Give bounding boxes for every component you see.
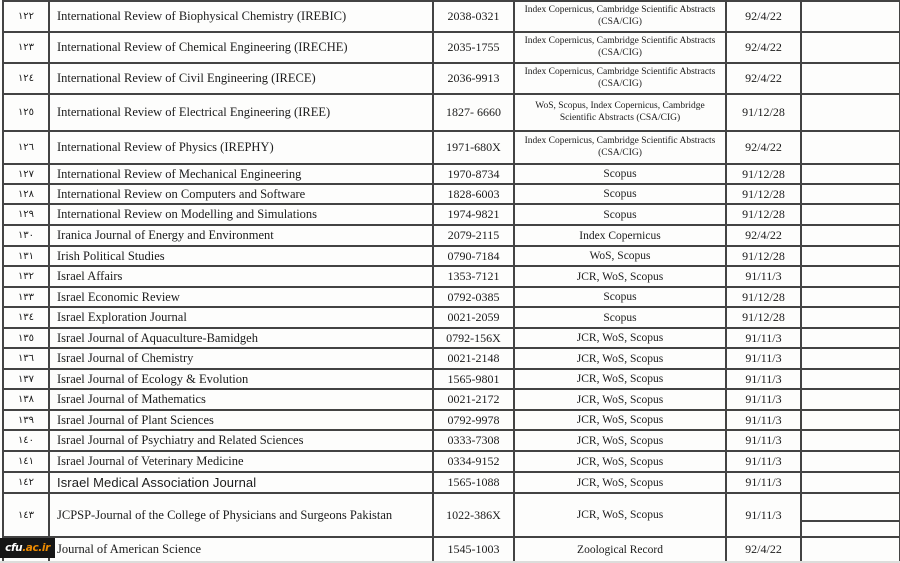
date-cell: 91/11/3 bbox=[726, 389, 801, 410]
issn-cell: 0021-2148 bbox=[433, 348, 514, 369]
date-cell: 92/4/22 bbox=[726, 63, 801, 94]
row-number-cell: ١٢٦ bbox=[3, 131, 49, 164]
date-cell: 91/12/28 bbox=[726, 204, 801, 225]
indexing-cell: Zoological Record bbox=[514, 537, 726, 562]
journal-name-cell: Israel Journal of Plant Sciences bbox=[49, 410, 433, 430]
row-number-cell: ١٣٦ bbox=[3, 348, 49, 369]
date-cell: 92/4/22 bbox=[726, 537, 801, 562]
journal-name-cell: Israel Journal of Chemistry bbox=[49, 348, 433, 369]
extra-cell bbox=[801, 410, 900, 430]
issn-cell: 0792-9978 bbox=[433, 410, 514, 430]
indexing-cell: JCR, WoS, Scopus bbox=[514, 348, 726, 369]
issn-cell: 0021-2172 bbox=[433, 389, 514, 410]
issn-cell: 1828-6003 bbox=[433, 184, 514, 204]
date-cell: 92/4/22 bbox=[726, 225, 801, 246]
journal-name-cell: Irish Political Studies bbox=[49, 246, 433, 266]
indexing-cell: JCR, WoS, Scopus bbox=[514, 410, 726, 430]
row-number-cell: ١٢٧ bbox=[3, 164, 49, 184]
issn-cell: 1970-8734 bbox=[433, 164, 514, 184]
indexing-cell: WoS, Scopus, Index Copernicus, Cambridge Scientific Abstracts (CSA/CIG) bbox=[514, 94, 726, 131]
indexing-cell: Scopus bbox=[514, 287, 726, 307]
extra-subcell bbox=[802, 522, 899, 536]
row-number-cell: ١٢٢ bbox=[3, 1, 49, 32]
indexing-cell: Index Copernicus, Cambridge Scientific Abstracts (CSA/CIG) bbox=[514, 63, 726, 94]
extra-cell bbox=[801, 430, 900, 451]
date-cell: 91/12/28 bbox=[726, 164, 801, 184]
extra-cell bbox=[801, 472, 900, 493]
indexing-cell: Index Copernicus, Cambridge Scientific Abstracts (CSA/CIG) bbox=[514, 32, 726, 63]
journal-name-cell: Israel Journal of Ecology & Evolution bbox=[49, 369, 433, 389]
indexing-cell: Scopus bbox=[514, 307, 726, 328]
journal-name-cell: International Review of Electrical Engineering (IREE) bbox=[49, 94, 433, 131]
indexing-cell: JCR, WoS, Scopus bbox=[514, 266, 726, 287]
journal-name-cell: Israel Exploration Journal bbox=[49, 307, 433, 328]
extra-cell bbox=[801, 1, 900, 32]
extra-cell bbox=[801, 204, 900, 225]
issn-cell: 2035-1755 bbox=[433, 32, 514, 63]
indexing-cell: Scopus bbox=[514, 184, 726, 204]
table-row bbox=[3, 94, 900, 131]
indexing-cell: JCR, WoS, Scopus bbox=[514, 369, 726, 389]
extra-cell bbox=[801, 389, 900, 410]
table-row bbox=[3, 1, 900, 32]
extra-cell bbox=[801, 493, 900, 537]
row-number-cell: ١٢٨ bbox=[3, 184, 49, 204]
date-cell: 92/4/22 bbox=[726, 1, 801, 32]
journal-name-cell: International Review of Biophysical Chemistry (IREBIC) bbox=[49, 1, 433, 32]
extra-cell bbox=[801, 63, 900, 94]
row-number-cell: ١٣٩ bbox=[3, 410, 49, 430]
indexing-cell: JCR, WoS, Scopus bbox=[514, 451, 726, 472]
extra-cell bbox=[801, 307, 900, 328]
journal-name-cell: Iranica Journal of Energy and Environment bbox=[49, 225, 433, 246]
date-cell: 91/11/3 bbox=[726, 266, 801, 287]
extra-cell bbox=[801, 266, 900, 287]
table-row bbox=[3, 472, 900, 493]
extra-cell bbox=[801, 164, 900, 184]
row-number-cell: ١٣٢ bbox=[3, 266, 49, 287]
table-row bbox=[3, 451, 900, 472]
indexing-cell: Index Copernicus, Cambridge Scientific Abstracts (CSA/CIG) bbox=[514, 1, 726, 32]
row-number-cell: ١٢٥ bbox=[3, 94, 49, 131]
journal-name-cell: Israel Journal of Psychiatry and Related Sciences bbox=[49, 430, 433, 451]
date-cell: 91/11/3 bbox=[726, 348, 801, 369]
date-cell: 91/12/28 bbox=[726, 184, 801, 204]
issn-cell: 1022-386X bbox=[433, 493, 514, 537]
row-number-cell: ١٣٣ bbox=[3, 287, 49, 307]
journal-name-cell: International Review of Physics (IREPHY) bbox=[49, 131, 433, 164]
date-cell: 91/11/3 bbox=[726, 328, 801, 348]
row-number-cell: ١٣٤ bbox=[3, 307, 49, 328]
row-number-cell: ١٢٩ bbox=[3, 204, 49, 225]
date-cell: 91/12/28 bbox=[726, 94, 801, 131]
extra-cell bbox=[801, 369, 900, 389]
issn-cell: 0790-7184 bbox=[433, 246, 514, 266]
table-row bbox=[3, 287, 900, 307]
indexing-cell: Scopus bbox=[514, 164, 726, 184]
journal-name-cell: Israel Medical Association Journal bbox=[49, 472, 433, 493]
table-row bbox=[3, 32, 900, 63]
issn-cell: 1827- 6660 bbox=[433, 94, 514, 131]
indexing-cell: JCR, WoS, Scopus bbox=[514, 430, 726, 451]
extra-cell bbox=[801, 328, 900, 348]
journal-name-cell: International Review of Civil Engineering (IRECE) bbox=[49, 63, 433, 94]
extra-cell bbox=[801, 246, 900, 266]
journal-index-table bbox=[2, 0, 900, 563]
journal-name-cell: Journal of American Science bbox=[49, 537, 433, 562]
journal-name-cell: Israel Economic Review bbox=[49, 287, 433, 307]
issn-cell: 0334-9152 bbox=[433, 451, 514, 472]
issn-cell: 0792-0385 bbox=[433, 287, 514, 307]
indexing-cell: Index Copernicus, Cambridge Scientific Abstracts (CSA/CIG) bbox=[514, 131, 726, 164]
row-number-cell: ١٤٣ bbox=[3, 493, 49, 537]
row-number-cell: ١٢٣ bbox=[3, 32, 49, 63]
table-row bbox=[3, 493, 900, 537]
row-number-cell: ١٣١ bbox=[3, 246, 49, 266]
journal-name-cell: International Review of Mechanical Engineering bbox=[49, 164, 433, 184]
date-cell: 91/11/3 bbox=[726, 472, 801, 493]
extra-cell bbox=[801, 537, 900, 562]
extra-cell bbox=[801, 348, 900, 369]
journal-name-cell: International Review on Modelling and Simulations bbox=[49, 204, 433, 225]
date-cell: 91/12/28 bbox=[726, 246, 801, 266]
table-row bbox=[3, 348, 900, 369]
issn-cell: 1565-1088 bbox=[433, 472, 514, 493]
watermark-suffix: .ac.ir bbox=[22, 542, 50, 554]
table-row bbox=[3, 246, 900, 266]
indexing-cell: Index Copernicus bbox=[514, 225, 726, 246]
journal-name-cell: Israel Journal of Aquaculture-Bamidgeh bbox=[49, 328, 433, 348]
issn-cell: 2038-0321 bbox=[433, 1, 514, 32]
date-cell: 91/11/3 bbox=[726, 430, 801, 451]
watermark-prefix: cfu bbox=[5, 542, 23, 554]
row-number-cell: ١٤٠ bbox=[3, 430, 49, 451]
issn-cell: 0021-2059 bbox=[433, 307, 514, 328]
table-row bbox=[3, 328, 900, 348]
table-row bbox=[3, 307, 900, 328]
indexing-cell: Scopus bbox=[514, 204, 726, 225]
date-cell: 91/11/3 bbox=[726, 451, 801, 472]
table-row bbox=[3, 131, 900, 164]
indexing-cell: JCR, WoS, Scopus bbox=[514, 493, 726, 537]
indexing-cell: JCR, WoS, Scopus bbox=[514, 472, 726, 493]
issn-cell: 0333-7308 bbox=[433, 430, 514, 451]
row-number-cell: ١٤١ bbox=[3, 451, 49, 472]
row-number-cell: ١٣٨ bbox=[3, 389, 49, 410]
extra-subcell bbox=[802, 494, 899, 522]
date-cell: 92/4/22 bbox=[726, 131, 801, 164]
indexing-cell: JCR, WoS, Scopus bbox=[514, 389, 726, 410]
extra-cell bbox=[801, 225, 900, 246]
cfu-watermark bbox=[0, 538, 55, 558]
table-row bbox=[3, 410, 900, 430]
table-row bbox=[3, 537, 900, 562]
issn-cell: 1353-7121 bbox=[433, 266, 514, 287]
extra-cell bbox=[801, 94, 900, 131]
indexing-cell: WoS, Scopus bbox=[514, 246, 726, 266]
issn-cell: 2079-2115 bbox=[433, 225, 514, 246]
table-row bbox=[3, 369, 900, 389]
table-row bbox=[3, 204, 900, 225]
table-row bbox=[3, 430, 900, 451]
table-row bbox=[3, 63, 900, 94]
row-number-cell: ١٣٥ bbox=[3, 328, 49, 348]
extra-cell bbox=[801, 184, 900, 204]
journal-name-cell: Israel Journal of Mathematics bbox=[49, 389, 433, 410]
extra-cell bbox=[801, 451, 900, 472]
issn-cell: 1974-9821 bbox=[433, 204, 514, 225]
issn-cell: 1565-9801 bbox=[433, 369, 514, 389]
date-cell: 91/11/3 bbox=[726, 369, 801, 389]
table-row bbox=[3, 184, 900, 204]
journal-name-cell: International Review of Chemical Engineering (IRECHE) bbox=[49, 32, 433, 63]
table-row bbox=[3, 389, 900, 410]
date-cell: 92/4/22 bbox=[726, 32, 801, 63]
journal-name-cell: JCPSP-Journal of the College of Physicians and Surgeons Pakistan bbox=[49, 493, 433, 537]
issn-cell: 0792-156X bbox=[433, 328, 514, 348]
table-row bbox=[3, 225, 900, 246]
row-number-cell: ١٣٠ bbox=[3, 225, 49, 246]
extra-cell bbox=[801, 131, 900, 164]
row-number-cell: ١٣٧ bbox=[3, 369, 49, 389]
table-row bbox=[3, 164, 900, 184]
table-row bbox=[3, 266, 900, 287]
date-cell: 91/11/3 bbox=[726, 410, 801, 430]
row-number-cell: ١٤٢ bbox=[3, 472, 49, 493]
date-cell: 91/12/28 bbox=[726, 307, 801, 328]
date-cell: 91/12/28 bbox=[726, 287, 801, 307]
extra-cell bbox=[801, 32, 900, 63]
extra-cell bbox=[801, 287, 900, 307]
indexing-cell: JCR, WoS, Scopus bbox=[514, 328, 726, 348]
issn-cell: 1545-1003 bbox=[433, 537, 514, 562]
row-number-cell: ١٢٤ bbox=[3, 63, 49, 94]
issn-cell: 1971-680X bbox=[433, 131, 514, 164]
date-cell: 91/11/3 bbox=[726, 493, 801, 537]
journal-name-cell: Israel Journal of Veterinary Medicine bbox=[49, 451, 433, 472]
journal-name-cell: International Review on Computers and Software bbox=[49, 184, 433, 204]
issn-cell: 2036-9913 bbox=[433, 63, 514, 94]
journal-name-cell: Israel Affairs bbox=[49, 266, 433, 287]
